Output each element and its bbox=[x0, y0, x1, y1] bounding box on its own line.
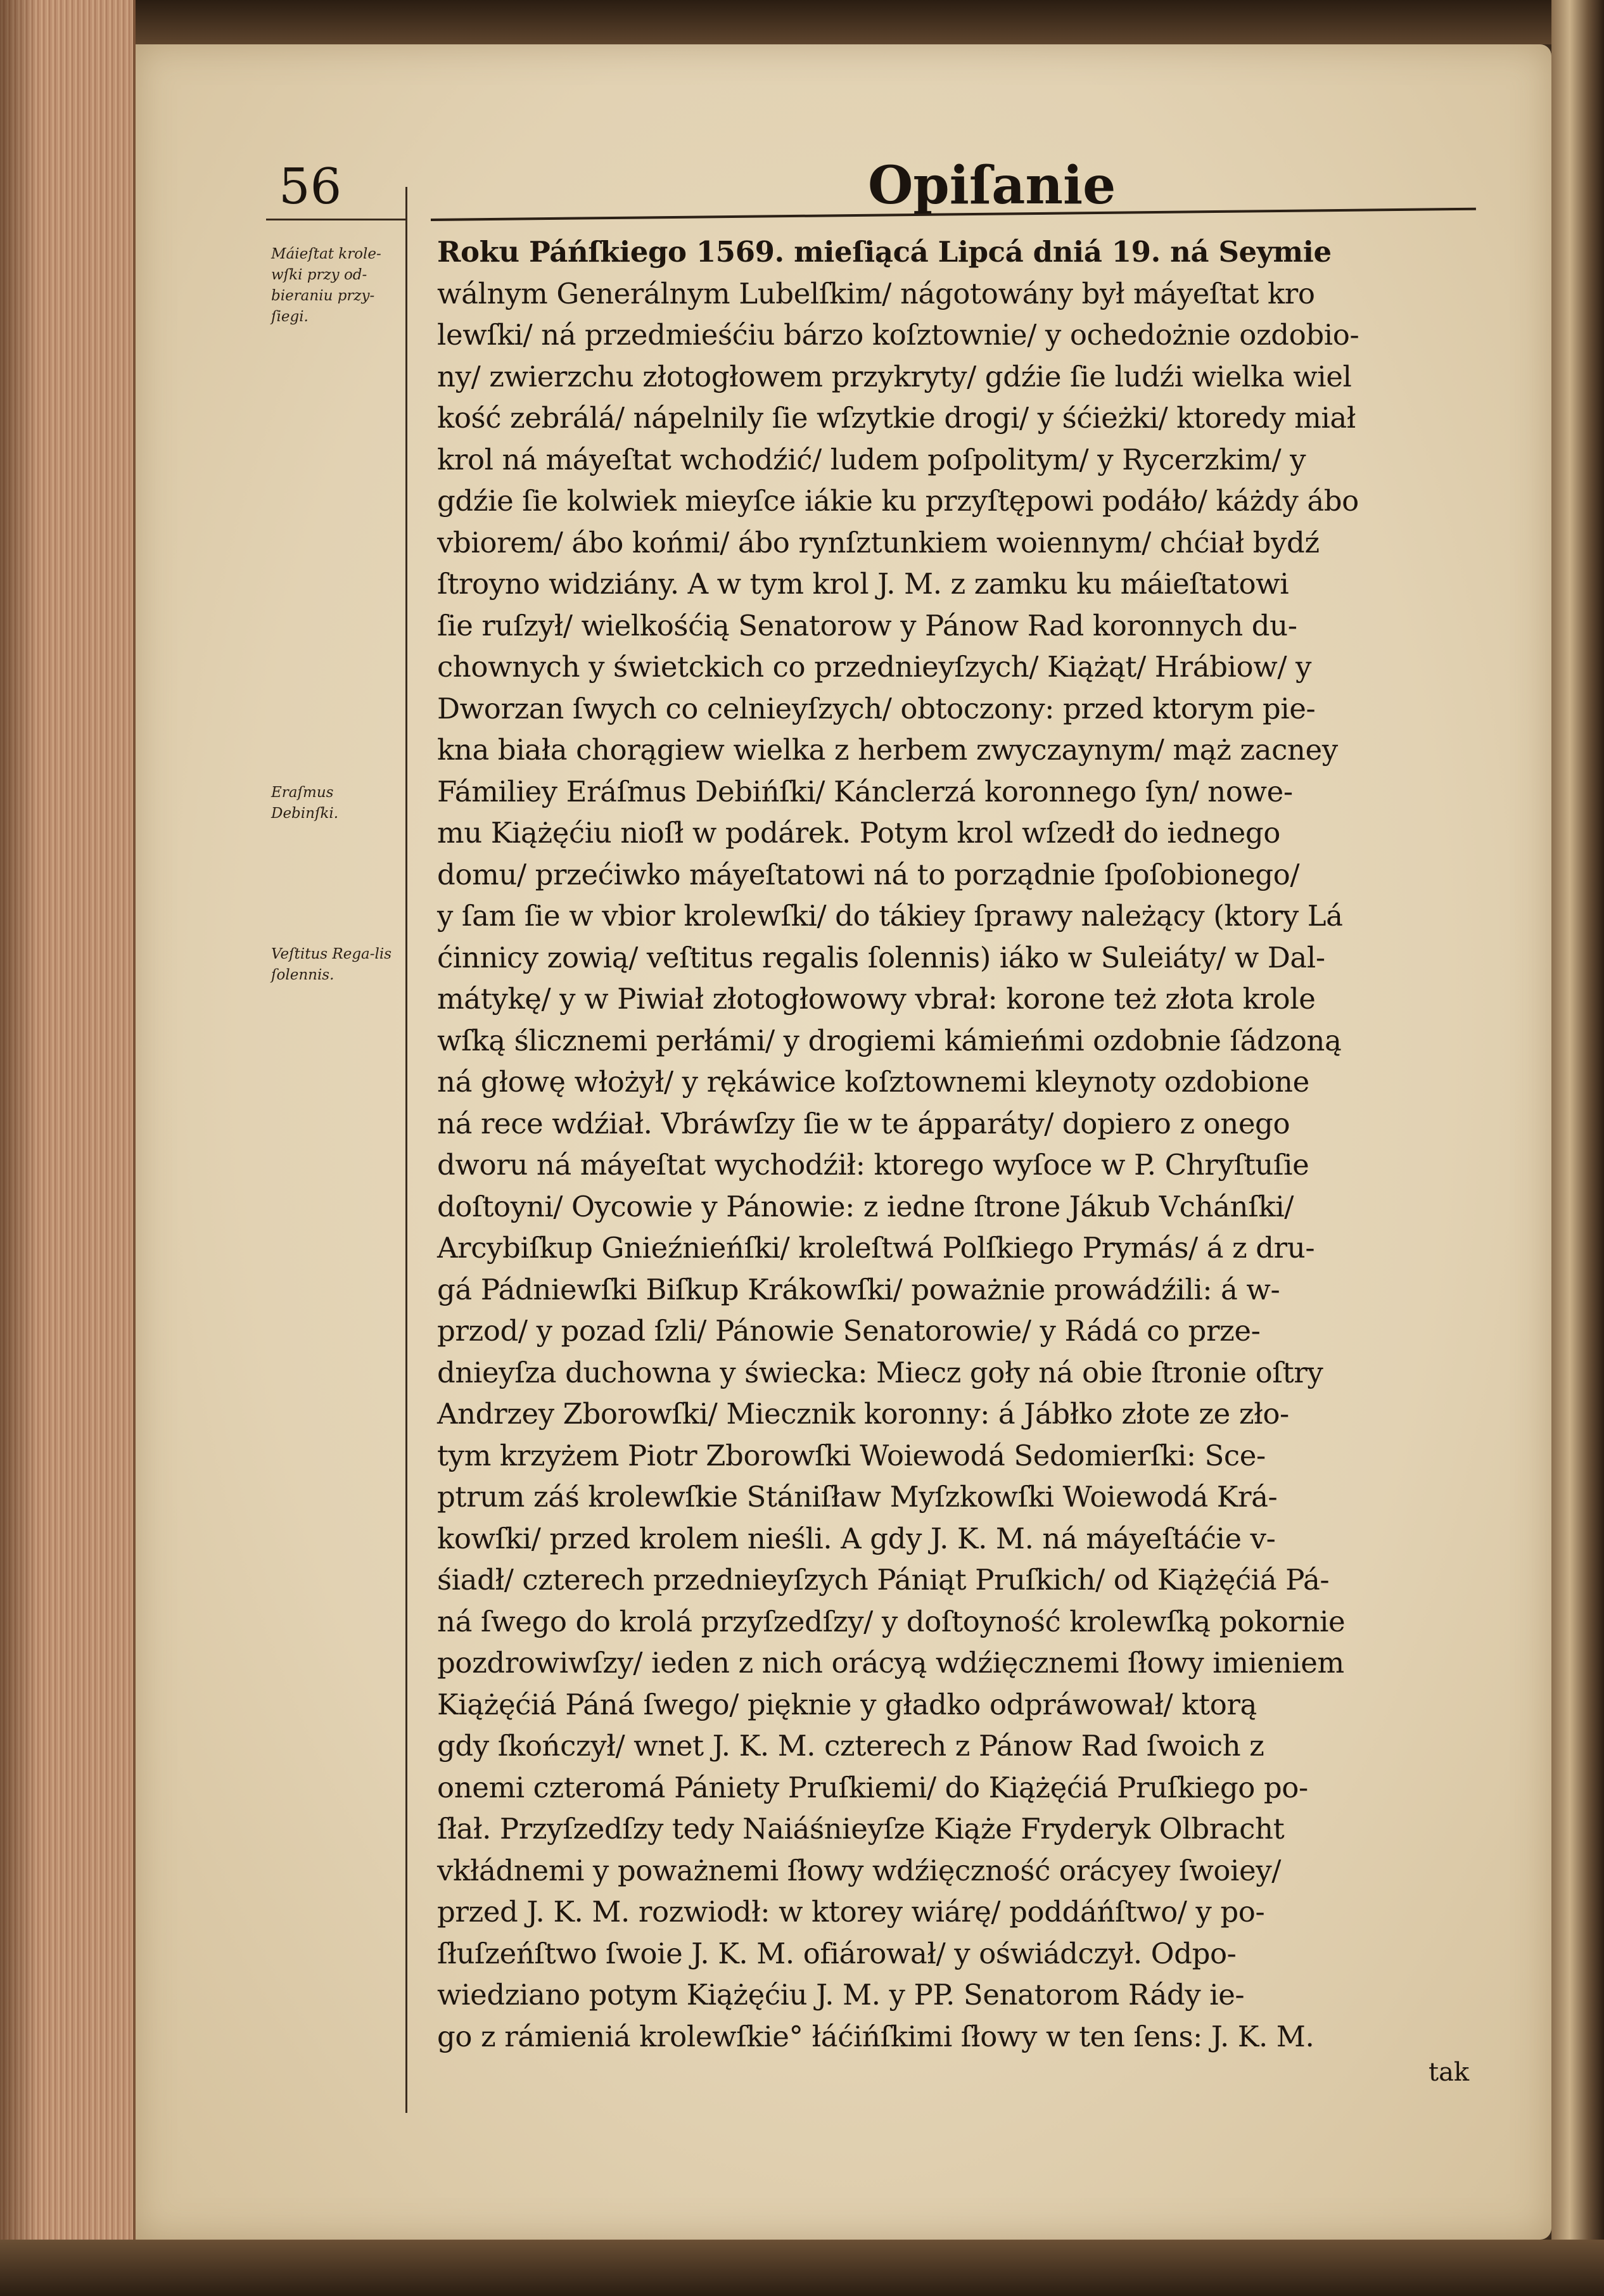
text-line: Andrzey Zborowſki/ Miecznik koronny: á Jábłko złote ze zło- bbox=[437, 1397, 1289, 1431]
text-line: dnieyſza duchowna y świecka: Miecz goły ná obie ſtronie oſtry bbox=[437, 1355, 1323, 1389]
text-line: lewſki/ ná przedmieśćiu bárzo koſztownie/ y ochedożnie ozdobio- bbox=[437, 318, 1359, 352]
text-line: onemi czteromá Pániety Pruſkiemi/ do Kiążęćiá Pruſkiego po- bbox=[437, 1770, 1308, 1804]
running-head: Opiſanie bbox=[868, 155, 1116, 216]
text-line: vbiorem/ ábo końmi/ ábo rynſztunkiem woiennym/ chćiał bydź bbox=[437, 525, 1320, 559]
text-line: gdy ſkończył/ wnet J. K. M. czterech z Pánow Rad ſwoich z bbox=[437, 1729, 1264, 1763]
text-line: przod/ y pozad ſzli/ Pánowie Senatorowie/ y Rádá co prze- bbox=[437, 1314, 1261, 1348]
margin-rule bbox=[405, 187, 407, 2113]
text-line: gá Pádniewſki Biſkup Krákowſki/ poważnie prowádźili: á w- bbox=[437, 1272, 1280, 1306]
text-line: kna biała chorągiew wielka z herbem zwyczaynym/ mąż zacney bbox=[437, 733, 1338, 767]
text-line: Dworzan ſwych co celnieyſzych/ obtoczony: przed ktorym pie- bbox=[437, 691, 1316, 725]
text-line: dworu ná máyeſtat wychodźił: ktorego wyſoce w P. Chryſtuſie bbox=[437, 1148, 1309, 1182]
text-line: tym krzyżem Piotr Zborowſki Woiewodá Sedomierſki: Sce- bbox=[437, 1438, 1266, 1472]
text-line: Roku Páńſkiego 1569. mieſiącá Lipcá dniá 19. ná Seymie bbox=[437, 235, 1332, 269]
text-line: ſłuſzeńſtwo ſwoie J. K. M. ofiárował/ y oświádczył. Odpo- bbox=[437, 1936, 1237, 1970]
text-line: pozdrowiwſzy/ ieden z nich orácyą wdźięcznemi ſłowy imieniem bbox=[437, 1646, 1344, 1680]
marginal-note: Veſtitus Rega-lis ſolennis. bbox=[271, 946, 392, 983]
marginal-note: Eraſmus Debinſki. bbox=[271, 784, 339, 822]
text-line: ná głowę włożył/ y rękáwice koſztownemi kleynoty ozdobione bbox=[437, 1065, 1309, 1099]
text-line: wſką ślicznemi perłámi/ y drogiemi kámieńmi ozdobnie ſádzoną bbox=[437, 1023, 1342, 1057]
text-line: Arcybiſkup Gnieźnieńſki/ kroleſtwá Polſkiego Prymás/ á z dru- bbox=[437, 1231, 1315, 1265]
text-line: wiedziano potym Kiążęćiu J. M. y PP. Senatorom Rády ie- bbox=[437, 1978, 1245, 2012]
marginal-note: Máieſtat krole-wſki przy od-bieraniu przy-ſiegi. bbox=[271, 246, 381, 325]
text-line: ny/ zwierzchu złotogłowem przykryty/ gdźie ſie ludźi wielka wiel bbox=[437, 359, 1352, 393]
text-line: ćinnicy zowią/ veſtitus regalis ſolennis) iáko w Suleiáty/ w Dal- bbox=[437, 940, 1325, 974]
text-line: wálnym Generálnym Lubelſkim/ nágotowány był máyeſtat kro bbox=[437, 276, 1315, 310]
text-line: gdźie ſie kolwiek mieyſce iákie ku przyſtępowi podáło/ káżdy ábo bbox=[437, 484, 1359, 518]
text-line: mu Kiążęćiu nioſł w podárek. Potym krol wſzedł do iednego bbox=[437, 816, 1280, 850]
text-line: ſtroyno widziány. A w tym krol J. M. z zamku ku máieſtatowi bbox=[437, 567, 1289, 601]
catchword: tak bbox=[1429, 2058, 1470, 2087]
text-line: doſtoyni/ Oycowie y Pánowie: z iedne ſtrone Jákub Vchánſki/ bbox=[437, 1189, 1294, 1223]
text-line: przed J. K. M. rozwiodł: w ktorey wiárę/ poddáńſtwo/ y po- bbox=[437, 1895, 1265, 1929]
text-line: ná ſwego do krolá przyſzedſzy/ y doſtoyność krolewſką pokornie bbox=[437, 1604, 1346, 1638]
text-line: ſłał. Przyſzedſzy tedy Naiáśnieyſze Kiąże Fryderyk Olbracht bbox=[437, 1812, 1285, 1846]
body-text bbox=[437, 231, 1482, 2057]
page-number: 56 bbox=[279, 158, 342, 215]
text-line: kość zebrálá/ nápelnily ſie wſzytkie drogi/ y śćieżki/ ktoredy miał bbox=[437, 401, 1356, 435]
text-line: vkłádnemi y poważnemi ſłowy wdźięczność orácyey ſwoiey/ bbox=[437, 1853, 1282, 1887]
text-line: śiadł/ czterech przednieyſzych Pániąt Pruſkich/ od Kiążęćiá Pá- bbox=[437, 1563, 1330, 1597]
text-line: Fámiliey Eráſmus Debińſki/ Kánclerzá koronnego ſyn/ nowe- bbox=[437, 774, 1293, 808]
text-line: krol ná máyeſtat wchodźić/ ludem poſpolitym/ y Rycerzkim/ y bbox=[437, 442, 1306, 476]
text-line: ſie ruſzył/ wielkośćią Senatorow y Pánow Rad koronnych du- bbox=[437, 608, 1297, 642]
book-gutter-right bbox=[1551, 0, 1604, 2296]
text-line: chownych y świetckich co przednieyſzych/ Kiążąt/ Hrábiow/ y bbox=[437, 650, 1312, 684]
margin-header-rule bbox=[266, 219, 405, 220]
text-line: go z rámieniá krolewſkie° łáćińſkimi ſłowy w ten ſens: J. K. M. bbox=[437, 2019, 1314, 2053]
text-line: mátykę/ y w Piwiał złotogłowowy vbrał: korone też złota krole bbox=[437, 982, 1316, 1016]
book-page-stack-left bbox=[0, 0, 136, 2296]
text-line: ná rece wdźiał. Vbráwſzy ſie w te ápparáty/ dopiero z onego bbox=[437, 1106, 1290, 1140]
scan-bottom-border bbox=[0, 2240, 1604, 2296]
scan-top-border bbox=[0, 0, 1604, 44]
text-line: kowſki/ przed krolem nieśli. A gdy J. K. M. ná máyeſtáćie v- bbox=[437, 1521, 1276, 1555]
text-line: y ſam ſie w vbior krolewſki/ do tákiey ſprawy należący (ktory Lá bbox=[437, 899, 1343, 933]
text-line: domu/ przećiwko máyeſtatowi ná to porządnie ſpoſobionego/ bbox=[437, 857, 1300, 891]
text-line: Kiążęćiá Páná ſwego/ pięknie y gładko odpráwował/ ktorą bbox=[437, 1687, 1257, 1721]
text-line: ptrum záś krolewſkie Stániſław Myſzkowſki Woiewodá Krá- bbox=[437, 1480, 1278, 1514]
